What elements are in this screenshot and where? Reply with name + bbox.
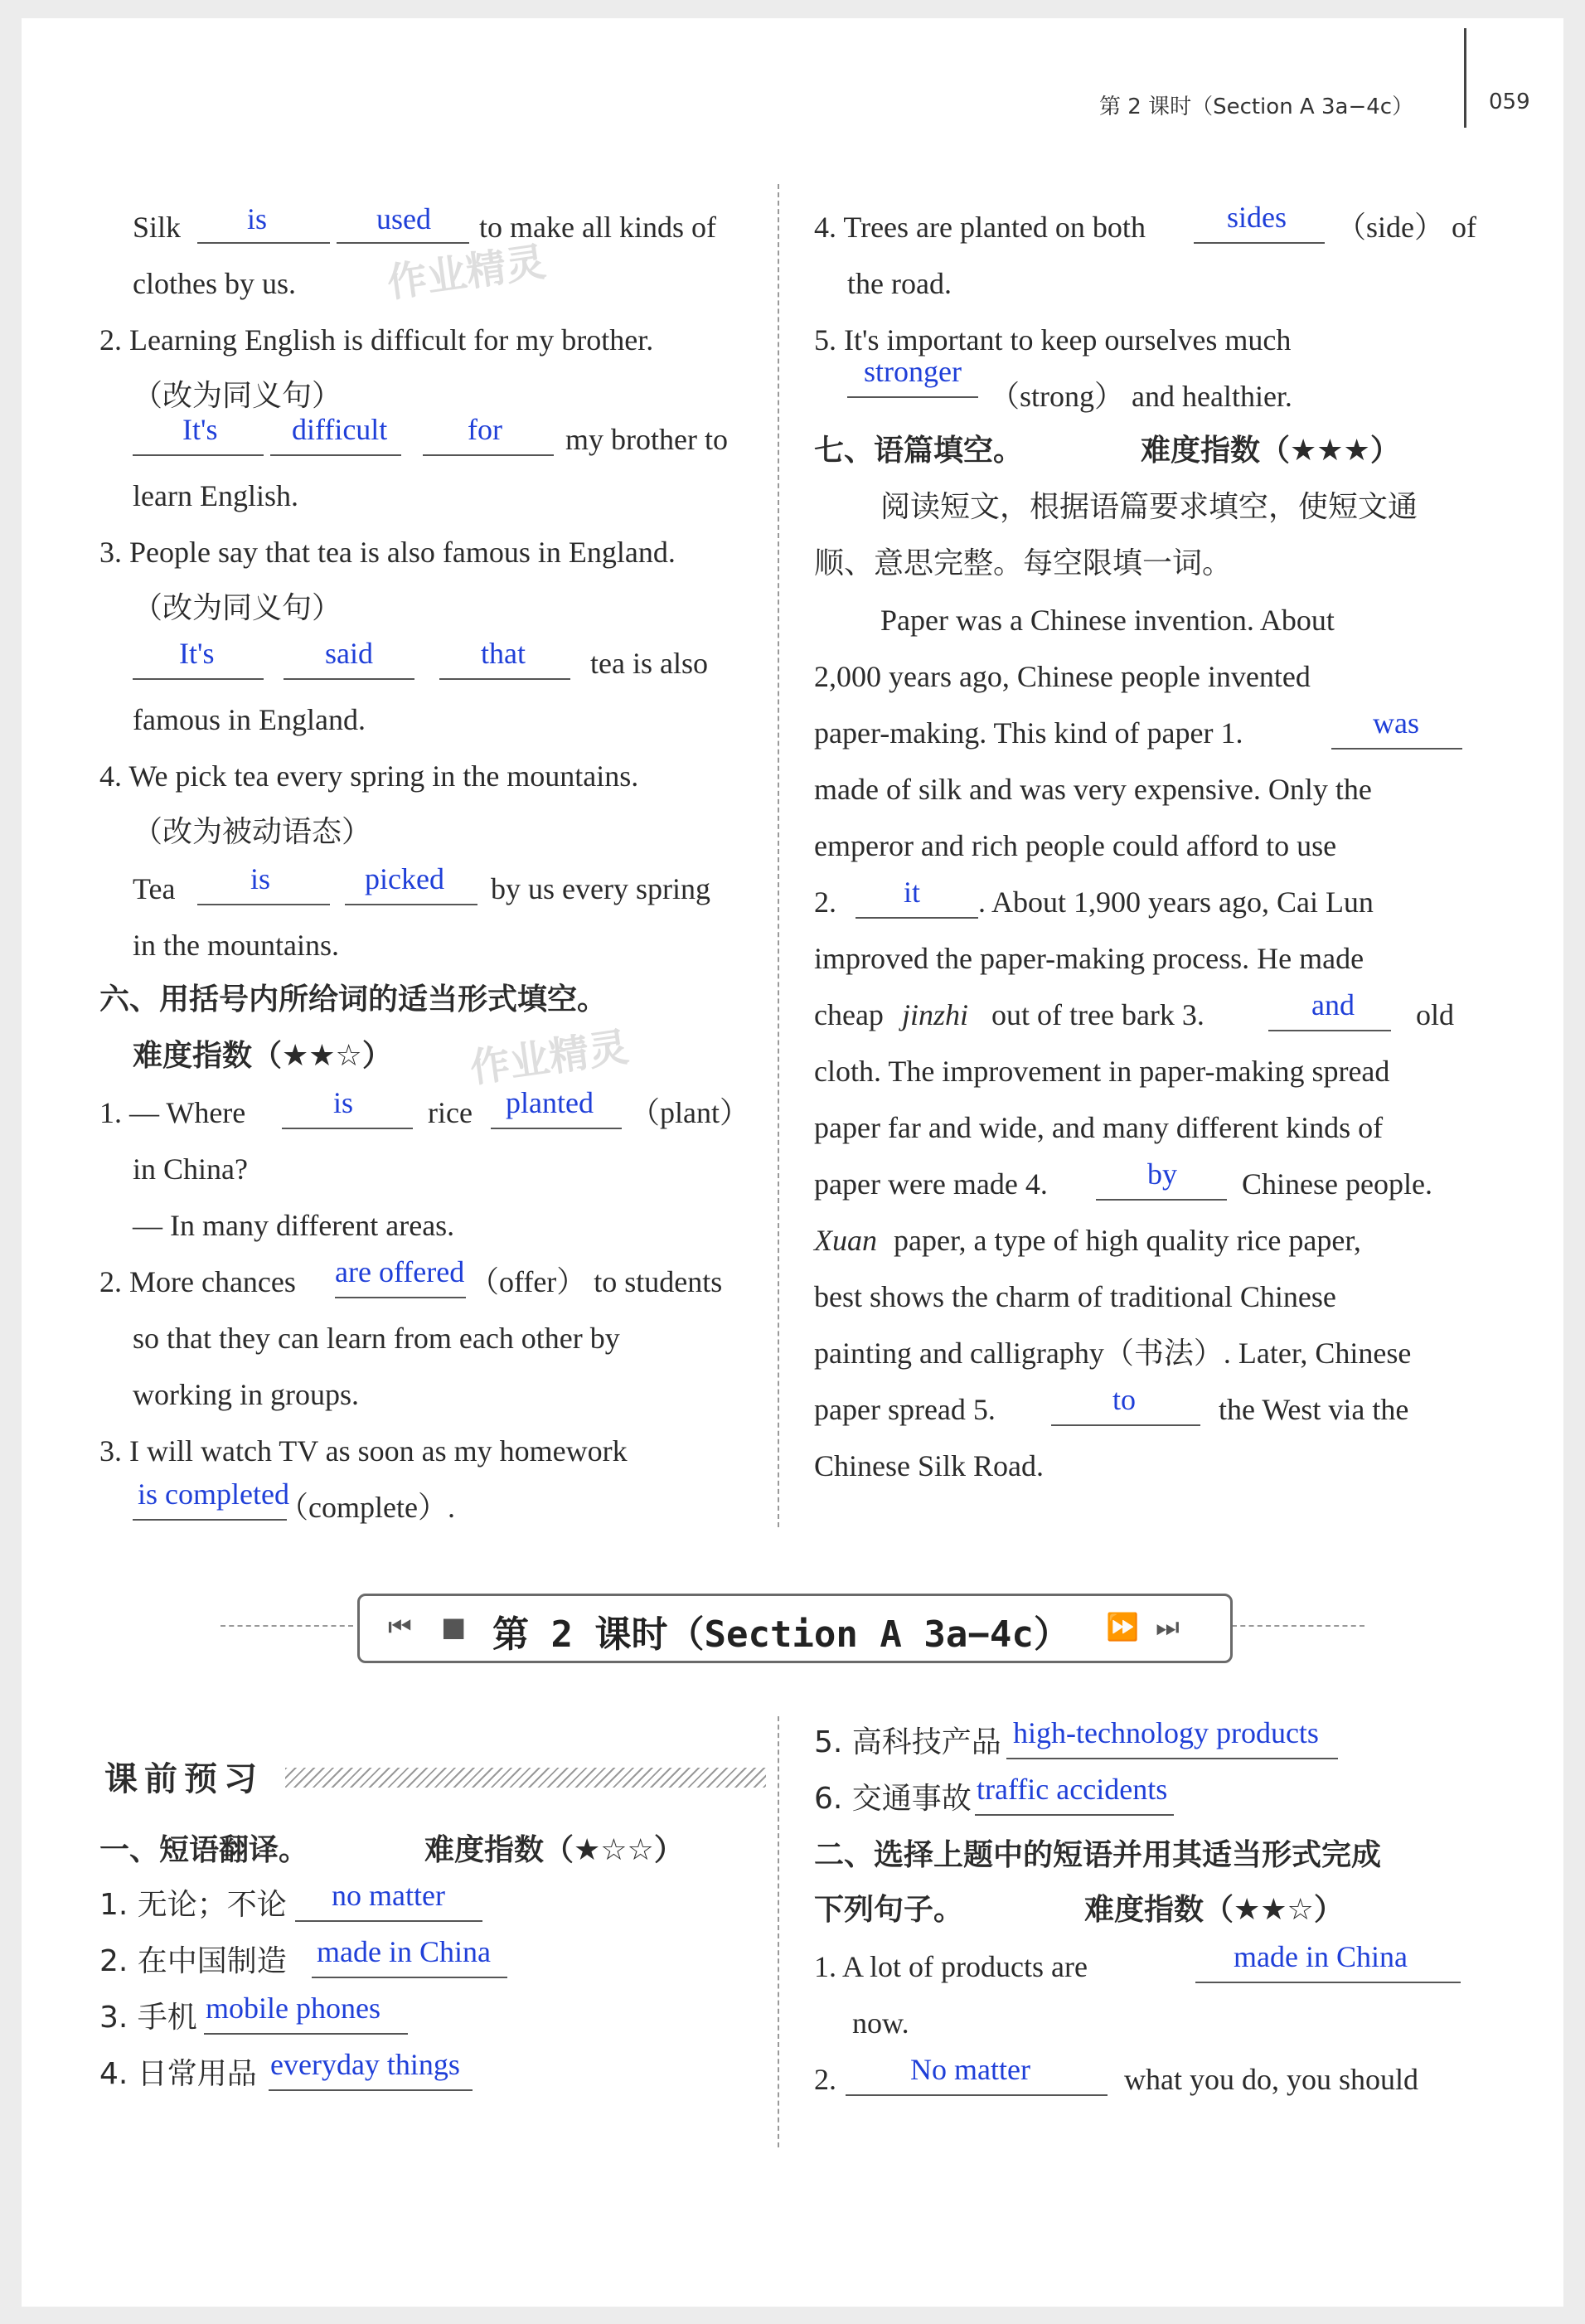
pinyin-term: jinzhi: [902, 998, 969, 1031]
answer-blank: [295, 1920, 482, 1922]
text-line: （plant）: [630, 1096, 749, 1129]
text-line: by us every spring: [491, 872, 710, 905]
answer-blank: [312, 1977, 507, 1978]
answer-blank: [1268, 1030, 1391, 1031]
handwritten-answer: difficult: [292, 413, 388, 446]
handwritten-answer: for: [468, 413, 502, 446]
text-line: rice: [428, 1096, 473, 1129]
answer-blank: [1331, 748, 1462, 750]
banner-rule-right: [1232, 1625, 1364, 1627]
stop-icon: ■: [441, 1611, 467, 1642]
passage-line: Paper was a Chinese invention. About: [880, 604, 1335, 637]
answer-blank: [270, 454, 401, 456]
answer-blank: [847, 396, 978, 398]
handwritten-answer: high-technology products: [1013, 1716, 1319, 1749]
handwritten-answer: is: [250, 862, 271, 895]
question: 2.: [814, 2063, 836, 2096]
answer-blank: [423, 454, 554, 456]
section-title: 二、选择上题中的短语并用其适当形式完成: [814, 1838, 1382, 1872]
banner-rule-left: [221, 1625, 353, 1627]
header-divider: [1464, 28, 1466, 128]
text-line: my brother to: [565, 423, 728, 456]
text-line: learn English.: [133, 479, 298, 512]
text-line: Tea: [133, 872, 176, 905]
answer-blank: [491, 1128, 622, 1129]
column-separator: [778, 184, 779, 1527]
difficulty-rating: 难度指数（★★☆）: [133, 1039, 392, 1073]
text-line: （offer） to students: [469, 1265, 723, 1298]
passage-line: Chinese people.: [1242, 1167, 1432, 1201]
text-line: in the mountains.: [133, 929, 339, 962]
text-line: in China?: [133, 1152, 248, 1186]
text-line: — In many different areas.: [133, 1209, 455, 1242]
answer-blank: [335, 1297, 466, 1298]
lesson-banner: [357, 1594, 1233, 1663]
text-line: now.: [852, 2006, 909, 2040]
handwritten-answer: is: [333, 1086, 354, 1119]
handwritten-answer: made in China: [1234, 1940, 1408, 1973]
question: 2. More chances: [99, 1265, 296, 1298]
phrase-item-label: 4. 日常用品: [99, 2057, 257, 2091]
answer-blank: [197, 904, 330, 905]
passage-line: the West via the: [1219, 1393, 1409, 1426]
answer-blank: [133, 678, 264, 680]
handwritten-answer: said: [325, 637, 373, 670]
passage-line: emperor and rich people could afford to use: [814, 829, 1337, 862]
text-line: （strong） and healthier.: [990, 380, 1292, 413]
passage-line: painting and calligraphy（书法）. Later, Chinese: [814, 1337, 1412, 1370]
question: 4. Trees are planted on both: [814, 211, 1146, 244]
difficulty-rating: 难度指数（★★☆）: [1084, 1893, 1344, 1927]
pinyin-term: Xuan: [814, 1224, 877, 1257]
section-title: 一、短语翻译。: [99, 1833, 309, 1867]
instruction-line: 顺、意思完整。每空限填一词。: [814, 546, 1233, 580]
text-line: the road.: [847, 267, 952, 300]
passage-line: paper spread 5.: [814, 1393, 996, 1426]
passage-line: 2.: [814, 885, 836, 919]
column-separator: [778, 1716, 779, 2147]
text-line: what you do, you should: [1124, 2063, 1418, 2096]
section-title: 七、语篇填空。: [814, 434, 1024, 468]
answer-blank: [133, 454, 264, 456]
passage-line: cheap: [814, 998, 884, 1031]
handwritten-answer: used: [376, 202, 431, 235]
handwritten-answer: stronger: [864, 355, 962, 388]
question: 1. A lot of products are: [814, 1950, 1088, 1983]
text-line: tea is also: [590, 647, 708, 680]
handwritten-answer: everyday things: [270, 2048, 460, 2081]
question: 4. We pick tea every spring in the mountains.: [99, 759, 639, 793]
answer-blank: [846, 2094, 1108, 2096]
passage-line: . About 1,900 years ago, Cai Lun: [978, 885, 1374, 919]
difficulty-rating: 难度指数（★☆☆）: [424, 1833, 684, 1867]
text-line: working in groups.: [133, 1378, 359, 1411]
difficulty-rating: 难度指数（★★★）: [1141, 434, 1400, 468]
handwritten-answer: was: [1373, 706, 1419, 740]
handwritten-answer: is: [247, 202, 268, 235]
text-line: famous in England.: [133, 703, 366, 736]
passage-line: 2,000 years ago, Chinese people invented: [814, 660, 1311, 693]
text-line: （side） of: [1336, 211, 1476, 244]
passage-line: paper were made 4.: [814, 1167, 1048, 1201]
question: 3. People say that tea is also famous in England.: [99, 536, 676, 569]
handwritten-answer: it: [904, 876, 921, 909]
handwritten-answer: by: [1147, 1157, 1177, 1191]
answer-blank: [197, 242, 330, 244]
instruction-note: （改为被动语态）: [133, 815, 372, 849]
text-line: to make all kinds of: [479, 211, 716, 244]
watermark: 作业精灵: [467, 1023, 632, 1093]
section-title: 六、用括号内所给词的适当形式填空。: [99, 982, 608, 1016]
phrase-item-label: 5. 高科技产品: [814, 1725, 1001, 1759]
answer-blank: [975, 1814, 1174, 1816]
passage-line: old: [1416, 998, 1455, 1031]
answer-blank: [856, 917, 978, 919]
answer-blank: [284, 678, 414, 680]
handwritten-answer: No matter: [910, 2053, 1030, 2086]
handwritten-answer: planted: [506, 1086, 594, 1119]
handwritten-answer: no matter: [332, 1879, 445, 1912]
answer-blank: [439, 678, 570, 680]
answer-blank: [1006, 1758, 1338, 1759]
answer-blank: [1195, 1982, 1461, 1983]
handwritten-answer: is completed: [138, 1477, 289, 1511]
handwritten-answer: picked: [365, 862, 444, 895]
question: 1. — Where: [99, 1096, 246, 1129]
watermark: 作业精灵: [384, 238, 549, 308]
passage-line: cloth. The improvement in paper-making spread: [814, 1055, 1390, 1088]
preview-title: 课前预习: [104, 1760, 264, 1798]
instruction-note: （改为同义句）: [133, 379, 342, 413]
skip-back-icon: ⏮: [388, 1611, 412, 1642]
running-header: 第 2 课时（Section A 3a−4c）: [1099, 95, 1414, 119]
handwritten-answer: traffic accidents: [977, 1773, 1168, 1806]
fast-forward-icon: ⏩: [1106, 1611, 1139, 1642]
handwritten-answer: It's: [179, 637, 215, 670]
handwritten-answer: made in China: [317, 1935, 491, 1968]
handwritten-answer: and: [1311, 988, 1355, 1021]
passage-line: Chinese Silk Road.: [814, 1449, 1044, 1482]
text-line: clothes by us.: [133, 267, 296, 300]
phrase-item-label: 1. 无论；不论: [99, 1888, 287, 1922]
passage-line: made of silk and was very expensive. Only the: [814, 773, 1372, 806]
question: 5. It's important to keep ourselves much: [814, 323, 1292, 357]
skip-forward-icon: ⏭: [1156, 1611, 1180, 1642]
question: 2. Learning English is difficult for my brother.: [99, 323, 654, 357]
page-number: 059: [1489, 90, 1530, 114]
handwritten-answer: to: [1112, 1383, 1137, 1416]
answer-blank: [133, 1519, 287, 1521]
answer-blank: [282, 1128, 413, 1129]
text-line: （complete）.: [279, 1491, 455, 1524]
handwritten-answer: are offered: [335, 1255, 465, 1288]
section-title: 下列句子。: [814, 1893, 964, 1927]
workbook-page: [22, 18, 1563, 2307]
phrase-item-label: 2. 在中国制造: [99, 1944, 287, 1978]
passage-line: best shows the charm of traditional Chinese: [814, 1280, 1336, 1313]
answer-blank: [1051, 1424, 1200, 1426]
text-line: Silk: [133, 211, 182, 244]
passage-line: out of tree bark 3.: [991, 998, 1205, 1031]
passage-line: improved the paper-making process. He made: [814, 942, 1364, 975]
passage-line: paper, a type of high quality rice paper,: [894, 1224, 1361, 1257]
handwritten-answer: that: [481, 637, 526, 670]
answer-blank: [269, 2089, 473, 2091]
handwritten-answer: It's: [182, 413, 218, 446]
passage-line: paper-making. This kind of paper 1.: [814, 716, 1243, 750]
answer-blank: [345, 904, 477, 905]
answer-blank: [1194, 242, 1325, 244]
handwritten-answer: sides: [1227, 201, 1287, 234]
phrase-item-label: 3. 手机: [99, 2001, 197, 2035]
title-hatch-decoration: [285, 1768, 766, 1788]
handwritten-answer: mobile phones: [206, 1992, 380, 2025]
passage-line: paper far and wide, and many different kinds of: [814, 1111, 1384, 1144]
instruction-note: （改为同义句）: [133, 591, 342, 625]
phrase-item-label: 6. 交通事故: [814, 1782, 972, 1816]
question: 3. I will watch TV as soon as my homework: [99, 1434, 628, 1468]
lesson-banner-title: 第 2 课时（Section A 3a−4c）: [492, 1613, 1070, 1656]
answer-blank: [204, 2033, 408, 2035]
answer-blank: [337, 242, 469, 244]
instruction-line: 阅读短文，根据语篇要求填空，使短文通: [880, 490, 1418, 524]
text-line: so that they can learn from each other by: [133, 1322, 620, 1355]
answer-blank: [1096, 1199, 1227, 1201]
